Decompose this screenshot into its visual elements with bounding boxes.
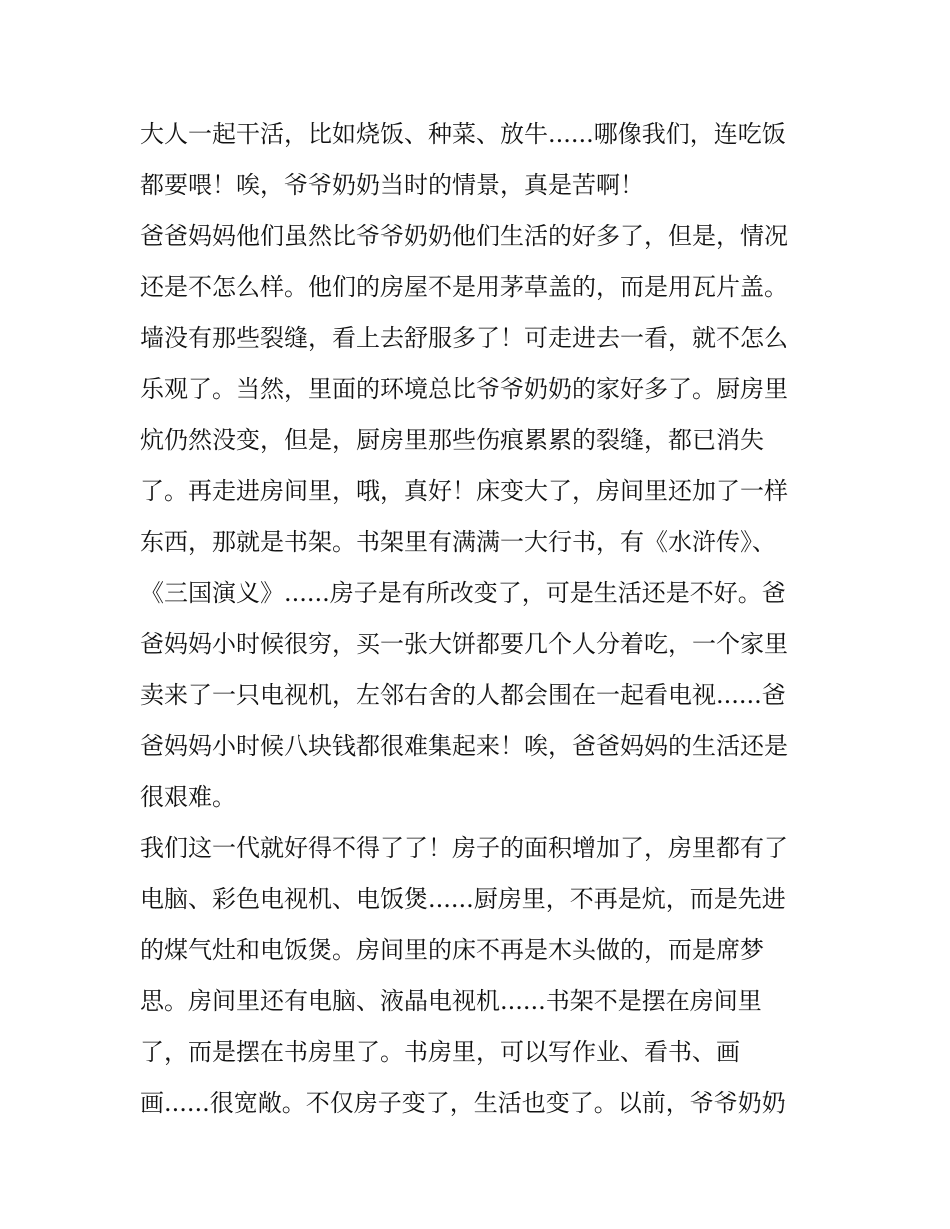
text-line: 大人一起干活，比如烧饭、种菜、放牛......哪像我们，连吃饭 (140, 120, 786, 148)
text-line: 墙没有那些裂缝，看上去舒服多了！可走进去一看，就不怎么 (140, 324, 788, 352)
text-line: 爸妈妈小时候八块钱都很难集起来！唉，爸爸妈妈的生活还是 (140, 732, 788, 760)
text-line: 卖来了一只电视机，左邻右舍的人都会围在一起看电视......爸 (140, 681, 786, 709)
text-line: 画......很宽敞。不仅房子变了，生活也变了。以前，爷爷奶奶 (140, 1089, 786, 1117)
text-line: 还是不怎么样。他们的房屋不是用茅草盖的，而是用瓦片盖。 (140, 273, 788, 301)
text-line: 《三国演义》......房子是有所改变了，可是生活还是不好。爸 (140, 579, 786, 607)
text-line: 电脑、彩色电视机、电饭煲......厨房里，不再是炕，而是先进 (140, 885, 786, 913)
text-line: 了。再走进房间里，哦，真好！床变大了，房间里还加了一样 (140, 477, 788, 505)
text-line: 炕仍然没变，但是，厨房里那些伤痕累累的裂缝，都已消失 (140, 426, 764, 454)
text-line: 我们这一代就好得不得了了！房子的面积增加了，房里都有了 (140, 834, 788, 862)
text-line: 爸妈妈小时候很穷，买一张大饼都要几个人分着吃，一个家里 (140, 630, 788, 658)
text-line: 东西，那就是书架。书架里有满满一大行书，有《水浒传》、 (140, 528, 776, 556)
text-line: 都要喂！唉，爷爷奶奶当时的情景，真是苦啊！ (140, 171, 644, 199)
text-line: 爸爸妈妈他们虽然比爷爷奶奶他们生活的好多了，但是，情况 (140, 222, 788, 250)
text-line: 很艰难。 (140, 783, 236, 811)
text-line: 思。房间里还有电脑、液晶电视机......书架不是摆在房间里 (140, 987, 762, 1015)
body-text (140, 109, 830, 1129)
text-line: 了，而是摆在书房里了。书房里，可以写作业、看书、画 (140, 1038, 740, 1066)
text-line: 的煤气灶和电饭煲。房间里的床不再是木头做的，而是席梦 (140, 936, 764, 964)
text-line: 乐观了。当然，里面的环境总比爷爷奶奶的家好多了。厨房里 (140, 375, 788, 403)
